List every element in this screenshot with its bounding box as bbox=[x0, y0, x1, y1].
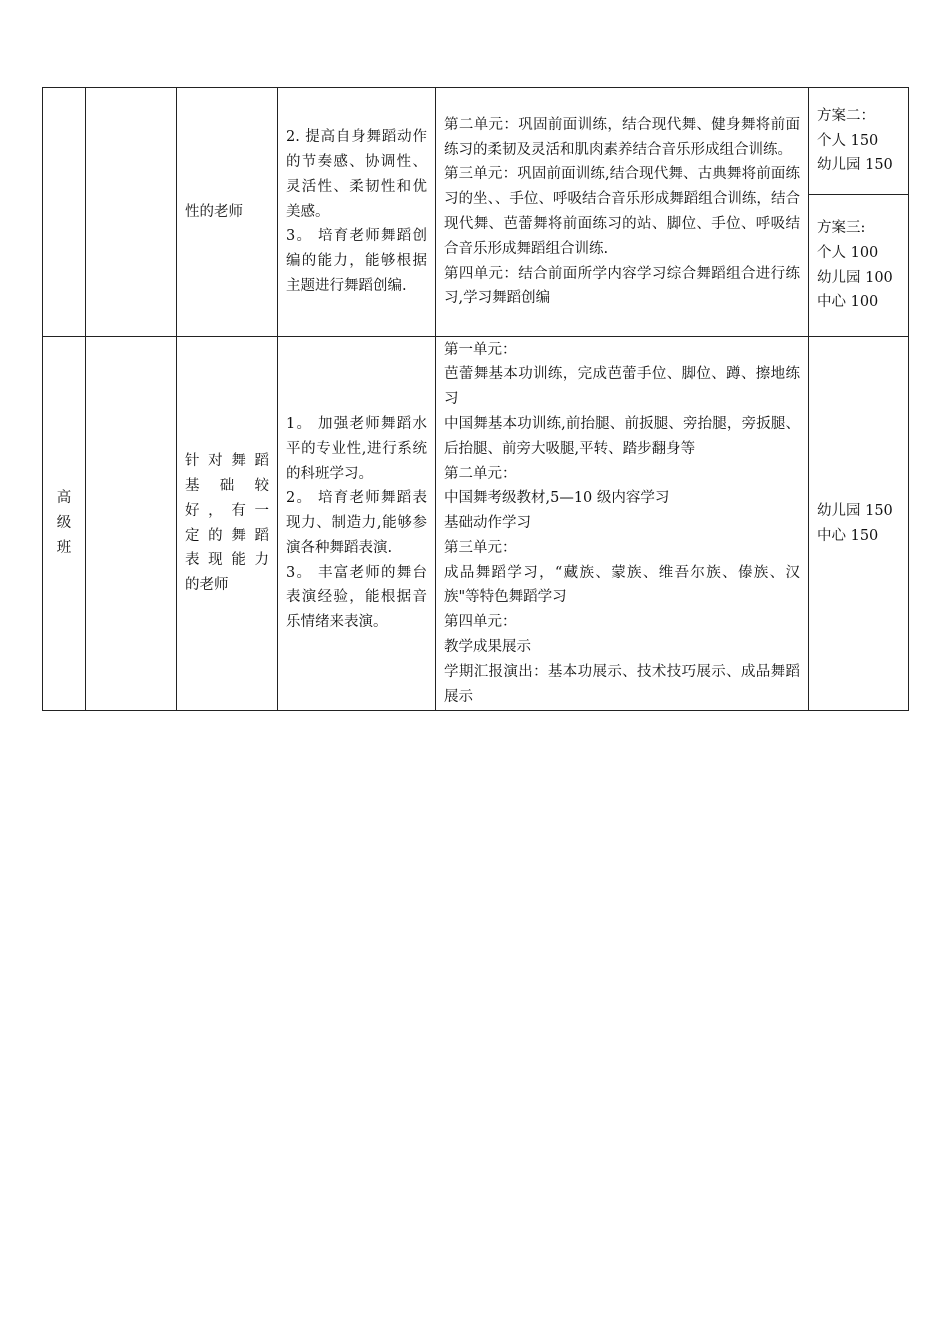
pricing-line: 个人 150 bbox=[817, 132, 879, 149]
target-line: 基础较 bbox=[185, 477, 269, 494]
content-cell bbox=[436, 88, 809, 337]
content-line: 第一单元： bbox=[444, 341, 517, 358]
goal-item: 2. 提高自身舞蹈动作的节奏感、协调性、灵活性、柔韧性和优美感。 bbox=[286, 129, 427, 220]
target-line: 性的老师 bbox=[185, 203, 243, 220]
level-char: 级 bbox=[56, 515, 72, 532]
table-row bbox=[43, 337, 909, 711]
goal-item: 1。 加强老师舞蹈水平的专业性,进行系统的科班学习。 bbox=[286, 415, 427, 482]
content-line: 第二单元：巩固前面训练，结合现代舞、健身舞将前面练习的柔韧及灵活和肌肉素养结合音乐形成组合训练。 bbox=[444, 116, 800, 158]
pricing-cell bbox=[809, 195, 909, 337]
content-line: 教学成果展示 bbox=[444, 639, 531, 656]
pricing-line: 方案二： bbox=[817, 107, 875, 124]
target-line: 好，有一 bbox=[185, 502, 269, 519]
pricing-cell bbox=[809, 337, 909, 711]
pricing-line: 幼儿园 150 bbox=[817, 157, 893, 174]
target-line: 定的舞蹈 bbox=[185, 527, 269, 544]
target-cell bbox=[177, 337, 278, 711]
content-line: 成品舞蹈学习，“藏族、蒙族、维吾尔族、傣族、汉族"等特色舞蹈学习 bbox=[444, 564, 800, 606]
pricing-line: 幼儿园 100 bbox=[817, 269, 893, 286]
goal-item: 2。 培育老师舞蹈表现力、制造力,能够参演各种舞蹈表演. bbox=[286, 490, 427, 556]
level-cell bbox=[43, 337, 86, 711]
level-char: 班 bbox=[56, 539, 72, 556]
content-line: 基础动作学习 bbox=[444, 515, 531, 532]
goal-item: 3。 丰富老师的舞台表演经验，能根据音乐情绪来表演。 bbox=[286, 564, 427, 631]
target-cell bbox=[177, 88, 278, 337]
content-line: 中国舞考级教材,5—10 级内容学习 bbox=[444, 490, 670, 507]
content-line: 第四单元： bbox=[444, 614, 517, 631]
content-line: 中国舞基本功训练,前抬腿、前扳腿、旁抬腿，旁扳腿、后抬腿、前旁大吸腿,平转、踏步翻身等 bbox=[444, 415, 800, 457]
content-line: 第四单元：结合前面所学内容学习综合舞蹈组合进行练习,学习舞蹈创编 bbox=[444, 265, 800, 307]
level-cell bbox=[43, 88, 86, 337]
goal-item: 3。 培育老师舞蹈创编的能力，能够根据主题进行舞蹈创编. bbox=[286, 228, 427, 294]
goals-cell bbox=[278, 88, 436, 337]
content-line: 学期汇报演出：基本功展示、技术技巧展示、成品舞蹈展示 bbox=[444, 663, 800, 705]
empty-cell bbox=[86, 88, 177, 337]
pricing-line: 方案三: bbox=[817, 219, 866, 236]
target-line: 表现能力 bbox=[185, 552, 269, 569]
pricing-line: 幼儿园 150 bbox=[817, 502, 893, 519]
pricing-line: 个人 100 bbox=[817, 244, 879, 261]
content-cell bbox=[436, 337, 809, 711]
content-line: 第二单元： bbox=[444, 465, 517, 482]
level-char: 高 bbox=[56, 490, 72, 507]
empty-cell bbox=[86, 337, 177, 711]
content-line: 第三单元：巩固前面训练,结合现代舞、古典舞将前面练习的坐、、手位、呼吸结合音乐形成舞蹈组合训练，结合现代舞、芭蕾舞将前面练习的站、脚位、手位、呼吸结合音乐形成舞蹈组合训练. bbox=[444, 166, 800, 257]
pricing-line: 中心 100 bbox=[817, 294, 879, 311]
content-line: 芭蕾舞基本功训练，完成芭蕾手位、脚位、蹲、擦地练习 bbox=[444, 366, 800, 408]
content-line: 第三单元： bbox=[444, 539, 517, 556]
pricing-cell bbox=[809, 88, 909, 195]
pricing-line: 中心 150 bbox=[817, 527, 879, 544]
goals-cell bbox=[278, 337, 436, 711]
target-line: 针对舞蹈 bbox=[185, 453, 269, 470]
course-table bbox=[42, 87, 909, 711]
table-row bbox=[43, 88, 909, 195]
target-line: 的老师 bbox=[185, 577, 229, 594]
